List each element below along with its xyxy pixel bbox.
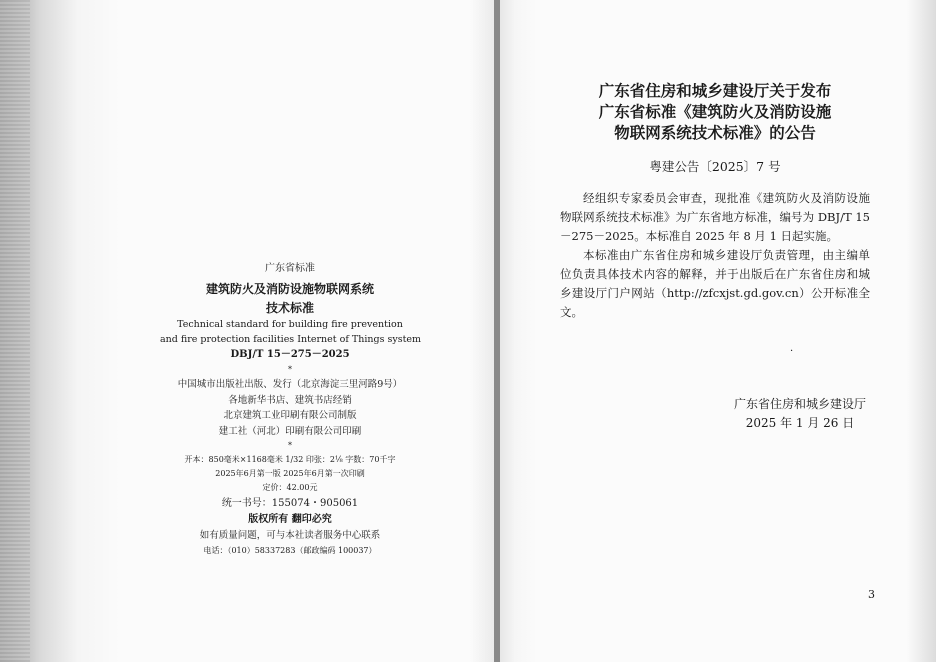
edition-line: 2025年6月第一版 2025年6月第一次印刷 bbox=[215, 469, 365, 478]
issuer-block bbox=[725, 395, 875, 433]
isbn-line: 统一书号：155074・905061 bbox=[221, 498, 359, 509]
announcement-title bbox=[560, 80, 870, 143]
separator-star: * bbox=[288, 441, 292, 450]
book-title-line2: 技术标准 bbox=[265, 301, 314, 315]
separator-star: * bbox=[288, 365, 292, 374]
announcement-title-line2: 广东省标准《建筑防火及消防设施 bbox=[598, 102, 832, 121]
typesetting-line: 北京建筑工业印刷有限公司制版 bbox=[223, 410, 357, 421]
english-title-line1: Technical standard for building fire prevention bbox=[177, 319, 403, 330]
issuer-name: 广东省住房和城乡建设厅 bbox=[733, 397, 866, 411]
page-number: 3 bbox=[868, 588, 875, 601]
notice-number: 粤建公告〔2025〕7 号 bbox=[649, 159, 781, 174]
body-paragraph-1: 经组织专家委员会审查，现批准《建筑防火及消防设施物联网系统技术标准》为广东省地方标准，编号为 DBJ/T 15－275－2025。本标准自 2025 年 8 月 1 日起实施。 bbox=[560, 191, 870, 243]
format-line: 开本：850毫米×1168毫米 1/32 印张：2⅛ 字数：70千字 bbox=[184, 455, 396, 464]
phone-line: 电话：（010）58337283（邮政编码 100037） bbox=[203, 545, 377, 555]
distribution-line: 各地新华书店、建筑书店经销 bbox=[228, 394, 352, 406]
announcement-body bbox=[560, 189, 870, 322]
quality-contact-line: 如有质量问题，可与本社读者服务中心联系 bbox=[199, 530, 381, 541]
book-gutter bbox=[494, 0, 500, 662]
stray-dot: · bbox=[790, 346, 794, 357]
issue-date: 2025 年 1 月 26 日 bbox=[745, 416, 855, 430]
rights-line: 版权所有 翻印必究 bbox=[248, 514, 332, 525]
english-title-line2: and fire protection facilities Internet of Things system bbox=[160, 333, 422, 345]
announcement bbox=[560, 80, 870, 322]
book-title-line1: 建筑防火及消防设施物联网系统 bbox=[205, 282, 374, 296]
announcement-title-line1: 广东省住房和城乡建设厅关于发布 bbox=[598, 81, 832, 100]
page-edge-shadow bbox=[0, 0, 30, 662]
body-paragraph-2: 本标准由广东省住房和城乡建设厅负责管理，由主编单位负责具体技术内容的解释，并于出版后在广东省住房和城乡建设厅门户网站（http://zfcxjst.gd.gov.cn）公开标准全文。 bbox=[560, 248, 870, 319]
standard-code: DBJ/T 15－275－2025 bbox=[230, 349, 350, 360]
announcement-title-line3: 物联网系统技术标准》的公告 bbox=[614, 123, 816, 142]
series-label: 广东省标准 bbox=[265, 263, 315, 274]
colophon bbox=[160, 264, 420, 555]
printing-line: 建工社（河北）印刷有限公司印刷 bbox=[218, 425, 362, 437]
publisher-line: 中国城市出版社出版、发行（北京海淀三里河路9号） bbox=[177, 379, 403, 390]
price-line: 定价：42.00元 bbox=[262, 483, 318, 492]
